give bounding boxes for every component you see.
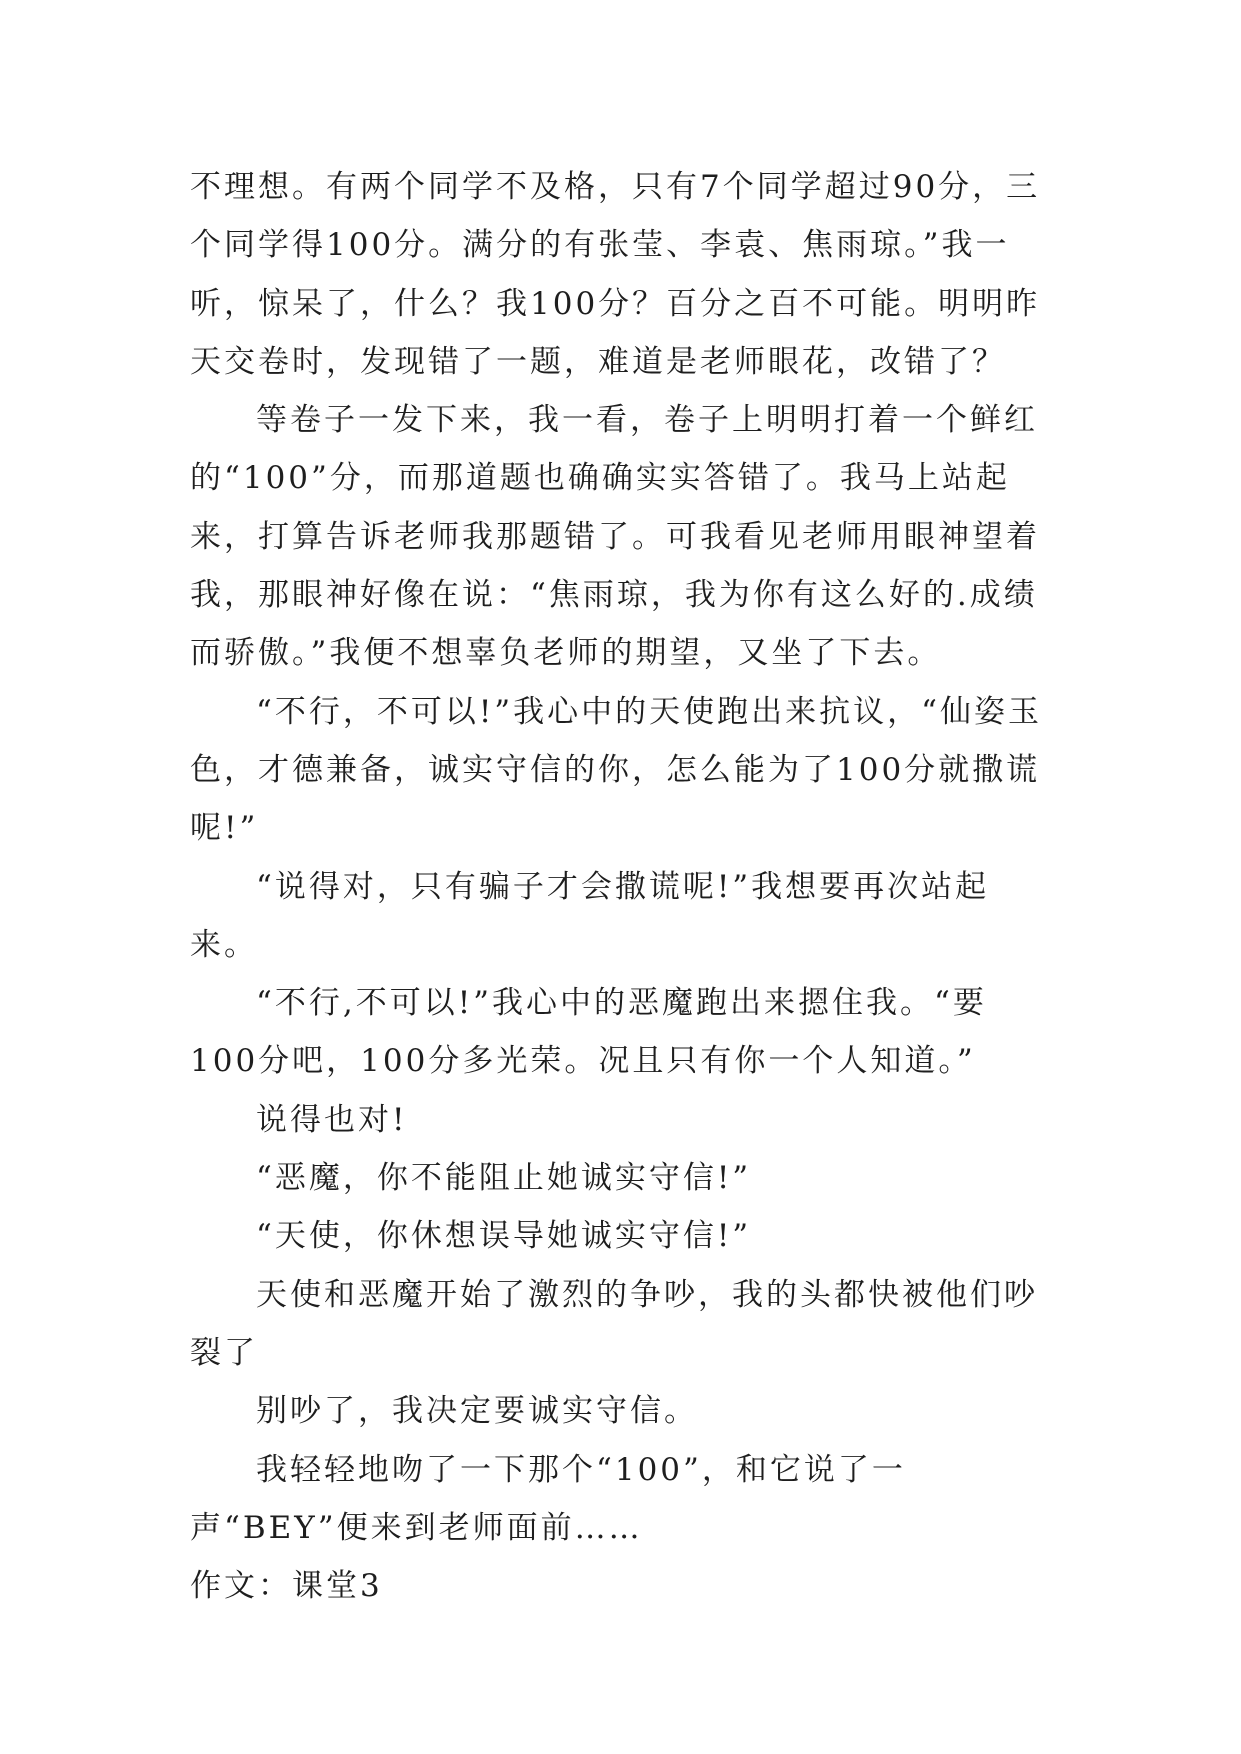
paragraph-5: “不行,不可以!”我心中的恶魔跑出来摁住我。“要100分吧，100分多光荣。况且只有你一个人知道。”	[190, 985, 987, 1080]
paragraph-4: “说得对，只有骗子才会撒谎呢!”我想要再次站起来。	[190, 868, 990, 963]
paragraph-2: 等卷子一发下来，我一看，卷子上明明打着一个鲜红的“100”分，而那道题也确确实实答错了。我马上站起来，打算告诉老师我那题错了。可我看见老师用眼神望着我，那眼神好像在说：“焦雨琼，我为你有这么好的.成绩而骄傲。”我便不想辜负老师的期望，又坐了下去。	[190, 402, 1040, 672]
paragraph-6: 说得也对!	[256, 1101, 408, 1138]
paragraph-11: 我轻轻地吻了一下那个“100”，和它说了一声“BEY”便来到老师面前……	[190, 1451, 906, 1546]
paragraph-8: “天使，你休想误导她诚实守信!”	[256, 1218, 752, 1255]
document-body	[190, 158, 1050, 1615]
paragraph-7: “恶魔，你不能阻止她诚实守信!”	[256, 1160, 752, 1197]
section-heading: 作文：课堂3	[190, 1568, 383, 1605]
paragraph-3: “不行，不可以!”我心中的天使跑出来抗议，“仙姿玉色，才德兼备，诚实守信的你，怎么能为了100分就撒谎呢!”	[190, 693, 1042, 847]
paragraph-1: 不理想。有两个同学不及格，只有7个同学超过90分，三个同学得100分。满分的有张莹、李袁、焦雨琼。”我一听，惊呆了，什么？我100分？百分之百不可能。明明昨天交卷时，发现错了一题，难道是老师眼花，改错了？	[190, 169, 1041, 380]
paragraph-10: 别吵了，我决定要诚实守信。	[256, 1393, 698, 1430]
paragraph-9: 天使和恶魔开始了激烈的争吵，我的头都快被他们吵裂了	[190, 1276, 1038, 1371]
